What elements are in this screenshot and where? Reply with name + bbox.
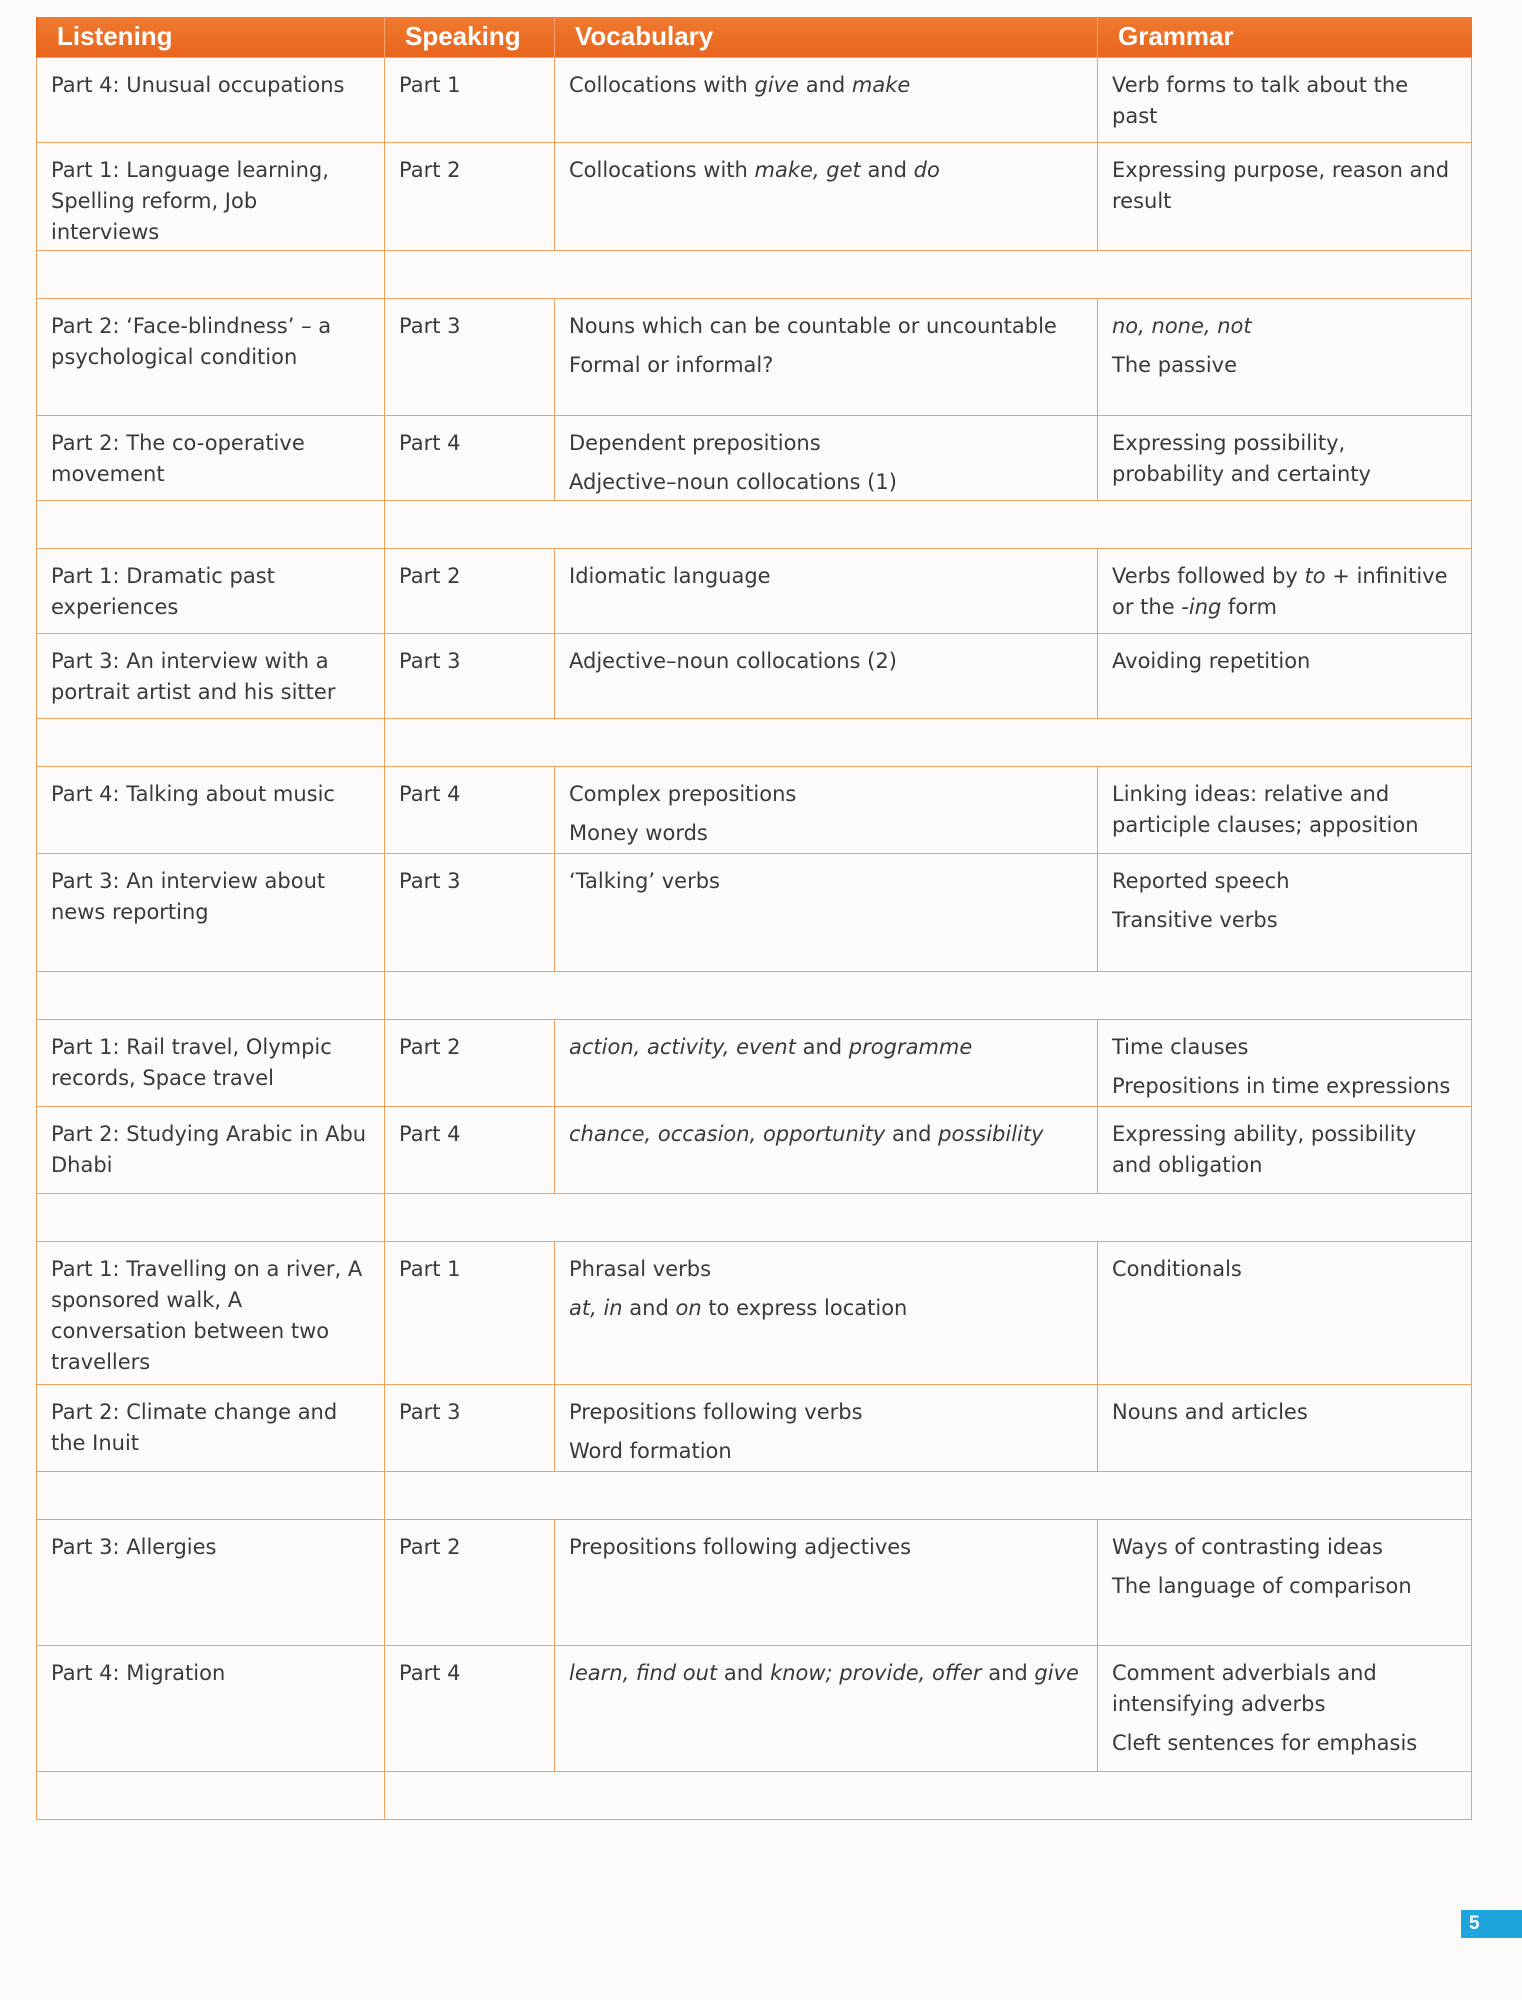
text-segment: and xyxy=(860,157,914,182)
vocabulary-line xyxy=(569,70,1083,101)
listening-text: Part 3: An interview with a portrait artist and his sitter xyxy=(51,648,336,704)
text-segment: Formal or informal? xyxy=(569,352,774,377)
table-row xyxy=(37,415,1472,500)
contents-body xyxy=(37,57,1472,1819)
grammar-line xyxy=(1112,1397,1457,1428)
italic-term: -ing xyxy=(1181,594,1222,619)
vocabulary-line xyxy=(569,155,1083,186)
grammar-cell xyxy=(1098,1384,1472,1471)
vocabulary-cell xyxy=(555,1384,1098,1471)
listening-cell xyxy=(37,298,385,415)
text-segment: Time clauses xyxy=(1112,1034,1249,1059)
spacer-cell xyxy=(385,500,1472,548)
italic-term: at, in xyxy=(569,1295,623,1320)
italic-term: to xyxy=(1304,563,1326,588)
vocabulary-line xyxy=(569,1254,1083,1285)
listening-cell xyxy=(37,1519,385,1645)
speaking-text: Part 3 xyxy=(399,868,461,893)
vocabulary-line xyxy=(569,1436,1083,1467)
vocabulary-line xyxy=(569,779,1083,810)
speaking-cell xyxy=(385,298,555,415)
grammar-cell xyxy=(1098,57,1472,142)
listening-text: Part 1: Rail travel, Olympic records, Space travel xyxy=(51,1034,332,1090)
text-segment: ‘Talking’ verbs xyxy=(569,868,720,893)
vocabulary-line xyxy=(569,866,1083,897)
vocabulary-line xyxy=(569,818,1083,849)
vocabulary-line xyxy=(569,1119,1083,1150)
listening-text: Part 4: Unusual occupations xyxy=(51,72,345,97)
text-segment: Verb forms to talk about the past xyxy=(1112,72,1409,128)
listening-cell xyxy=(37,1106,385,1193)
listening-cell xyxy=(37,1241,385,1384)
table-row xyxy=(37,853,1472,971)
spacer-cell xyxy=(385,971,1472,1019)
listening-text: Part 1: Dramatic past experiences xyxy=(51,563,275,619)
speaking-cell xyxy=(385,57,555,142)
speaking-text: Part 1 xyxy=(399,72,461,97)
text-segment: and xyxy=(799,72,852,97)
table-row xyxy=(37,1645,1472,1771)
spacer-cell xyxy=(385,1471,1472,1519)
grammar-line xyxy=(1112,155,1457,217)
text-segment: and xyxy=(981,1660,1035,1685)
italic-term: action, activity, event xyxy=(569,1034,796,1059)
grammar-line xyxy=(1112,905,1457,936)
vocabulary-cell xyxy=(555,1645,1098,1771)
vocabulary-cell xyxy=(555,1019,1098,1106)
speaking-cell xyxy=(385,1645,555,1771)
listening-cell xyxy=(37,415,385,500)
grammar-line xyxy=(1112,1254,1457,1285)
text-segment: Reported speech xyxy=(1112,868,1290,893)
listening-cell xyxy=(37,1019,385,1106)
italic-term: no, none, not xyxy=(1112,313,1252,338)
vocabulary-cell xyxy=(555,548,1098,633)
vocabulary-cell xyxy=(555,57,1098,142)
grammar-line xyxy=(1112,1571,1457,1602)
grammar-cell xyxy=(1098,1019,1472,1106)
table-row xyxy=(37,142,1472,250)
header-vocabulary: Vocabulary xyxy=(555,17,1098,57)
listening-cell xyxy=(37,142,385,250)
listening-cell xyxy=(37,633,385,718)
text-segment: Expressing ability, possibility and obligation xyxy=(1112,1121,1417,1177)
text-segment: and xyxy=(717,1660,771,1685)
vocabulary-cell xyxy=(555,298,1098,415)
vocabulary-cell xyxy=(555,766,1098,853)
text-segment: Adjective–noun collocations (1) xyxy=(569,469,897,494)
spacer-row xyxy=(37,1193,1472,1241)
text-segment: Ways of contrasting ideas xyxy=(1112,1534,1383,1559)
vocabulary-line xyxy=(569,1032,1083,1063)
grammar-cell xyxy=(1098,1106,1472,1193)
text-segment: to express location xyxy=(701,1295,908,1320)
speaking-text: Part 2 xyxy=(399,1534,461,1559)
vocabulary-cell xyxy=(555,1106,1098,1193)
vocabulary-line xyxy=(569,646,1083,677)
listening-text: Part 3: An interview about news reporting xyxy=(51,868,326,924)
text-segment: Expressing possibility, probability and certainty xyxy=(1112,430,1371,486)
speaking-cell xyxy=(385,1106,555,1193)
text-segment: Linking ideas: relative and participle clauses; apposition xyxy=(1112,781,1419,837)
text-segment: Prepositions following adjectives xyxy=(569,1534,912,1559)
text-segment: Expressing purpose, reason and result xyxy=(1112,157,1450,213)
table-row xyxy=(37,57,1472,142)
table-row xyxy=(37,633,1472,718)
header-listening: Listening xyxy=(37,17,385,57)
text-segment: and xyxy=(795,1034,849,1059)
spacer-cell xyxy=(37,971,385,1019)
speaking-text: Part 4 xyxy=(399,1660,461,1685)
grammar-line xyxy=(1112,1071,1457,1102)
listening-cell xyxy=(37,1384,385,1471)
speaking-cell xyxy=(385,853,555,971)
spacer-cell xyxy=(37,250,385,298)
vocabulary-line xyxy=(569,350,1083,381)
italic-term: chance, occasion, opportunity xyxy=(569,1121,886,1146)
vocabulary-cell xyxy=(555,1519,1098,1645)
spacer-cell xyxy=(37,718,385,766)
listening-text: Part 2: Studying Arabic in Abu Dhabi xyxy=(51,1121,367,1177)
grammar-line xyxy=(1112,428,1457,490)
italic-term: make xyxy=(851,72,911,97)
grammar-line xyxy=(1112,350,1457,381)
speaking-text: Part 4 xyxy=(399,1121,461,1146)
text-segment: Adjective–noun collocations (2) xyxy=(569,648,897,673)
listening-text: Part 1: Travelling on a river, A sponsored walk, A conversation between two travellers xyxy=(51,1256,363,1374)
spacer-cell xyxy=(37,1771,385,1819)
vocabulary-line xyxy=(569,428,1083,459)
speaking-cell xyxy=(385,142,555,250)
spacer-row xyxy=(37,971,1472,1019)
grammar-line xyxy=(1112,646,1457,677)
grammar-cell xyxy=(1098,415,1472,500)
grammar-cell xyxy=(1098,548,1472,633)
listening-cell xyxy=(37,766,385,853)
italic-term: possibility xyxy=(938,1121,1044,1146)
header-row xyxy=(37,17,1472,57)
grammar-cell xyxy=(1098,142,1472,250)
spacer-row xyxy=(37,1471,1472,1519)
table-row xyxy=(37,1384,1472,1471)
grammar-line xyxy=(1112,70,1457,132)
spacer-row xyxy=(37,718,1472,766)
spacer-row xyxy=(37,500,1472,548)
grammar-line xyxy=(1112,1532,1457,1563)
vocabulary-cell xyxy=(555,142,1098,250)
speaking-text: Part 2 xyxy=(399,563,461,588)
vocabulary-line xyxy=(569,561,1083,592)
text-segment: Complex prepositions xyxy=(569,781,797,806)
listening-text: Part 2: Climate change and the Inuit xyxy=(51,1399,338,1455)
speaking-text: Part 3 xyxy=(399,313,461,338)
speaking-text: Part 2 xyxy=(399,157,461,182)
italic-term: learn, find out xyxy=(569,1660,718,1685)
vocabulary-line xyxy=(569,1532,1083,1563)
vocabulary-line xyxy=(569,1293,1083,1324)
text-segment: Nouns and articles xyxy=(1112,1399,1308,1424)
text-segment: Cleft sentences for emphasis xyxy=(1112,1730,1418,1755)
listening-cell xyxy=(37,853,385,971)
table-row xyxy=(37,298,1472,415)
table-row xyxy=(37,1019,1472,1106)
grammar-line xyxy=(1112,1119,1457,1181)
vocabulary-cell xyxy=(555,1241,1098,1384)
listening-text: Part 4: Talking about music xyxy=(51,781,335,806)
spacer-cell xyxy=(385,718,1472,766)
speaking-cell xyxy=(385,1519,555,1645)
listening-text: Part 4: Migration xyxy=(51,1660,226,1685)
table-row xyxy=(37,548,1472,633)
speaking-text: Part 4 xyxy=(399,430,461,455)
text-segment: form xyxy=(1221,594,1277,619)
vocabulary-line xyxy=(569,1658,1083,1689)
listening-cell xyxy=(37,548,385,633)
spacer-cell xyxy=(385,250,1472,298)
text-segment: Prepositions following verbs xyxy=(569,1399,863,1424)
listening-text: Part 2: ‘Face-blindness’ – a psychological condition xyxy=(51,313,332,369)
table-row xyxy=(37,766,1472,853)
italic-term: know; provide, offer xyxy=(770,1660,982,1685)
text-segment: The language of comparison xyxy=(1112,1573,1412,1598)
spacer-cell xyxy=(37,1471,385,1519)
text-segment: Dependent prepositions xyxy=(569,430,821,455)
grammar-line xyxy=(1112,1032,1457,1063)
vocabulary-cell xyxy=(555,415,1098,500)
speaking-text: Part 3 xyxy=(399,648,461,673)
table-row xyxy=(37,1106,1472,1193)
speaking-cell xyxy=(385,766,555,853)
text-segment: Avoiding repetition xyxy=(1112,648,1311,673)
text-segment: Prepositions in time expressions xyxy=(1112,1073,1451,1098)
grammar-cell xyxy=(1098,1241,1472,1384)
speaking-cell xyxy=(385,633,555,718)
grammar-line xyxy=(1112,1658,1457,1720)
vocabulary-cell xyxy=(555,853,1098,971)
speaking-text: Part 2 xyxy=(399,1034,461,1059)
text-segment: Collocations with xyxy=(569,72,755,97)
vocabulary-line xyxy=(569,311,1083,342)
text-segment: and xyxy=(885,1121,939,1146)
grammar-line xyxy=(1112,779,1457,841)
text-segment: Conditionals xyxy=(1112,1256,1242,1281)
listening-cell xyxy=(37,57,385,142)
spacer-cell xyxy=(37,1193,385,1241)
spacer-cell xyxy=(385,1771,1472,1819)
speaking-text: Part 3 xyxy=(399,1399,461,1424)
italic-term: give xyxy=(1034,1660,1079,1685)
text-segment: Verbs followed by xyxy=(1112,563,1305,588)
italic-term: on xyxy=(675,1295,702,1320)
spacer-cell xyxy=(37,500,385,548)
speaking-cell xyxy=(385,1019,555,1106)
speaking-cell xyxy=(385,1241,555,1384)
listening-cell xyxy=(37,1645,385,1771)
text-segment: Nouns which can be countable or uncountable xyxy=(569,313,1057,338)
italic-term: do xyxy=(913,157,940,182)
grammar-cell xyxy=(1098,298,1472,415)
speaking-cell xyxy=(385,548,555,633)
grammar-line xyxy=(1112,866,1457,897)
grammar-cell xyxy=(1098,633,1472,718)
page-number: 5 xyxy=(1461,1910,1522,1938)
speaking-cell xyxy=(385,1384,555,1471)
header-grammar: Grammar xyxy=(1098,17,1472,57)
contents-table xyxy=(36,17,1472,1820)
listening-text: Part 3: Allergies xyxy=(51,1534,217,1559)
grammar-cell xyxy=(1098,766,1472,853)
text-segment: and xyxy=(622,1295,676,1320)
text-segment: Comment adverbials and intensifying adverbs xyxy=(1112,1660,1377,1716)
header-speaking: Speaking xyxy=(385,17,555,57)
italic-term: give xyxy=(754,72,800,97)
italic-term: programme xyxy=(848,1034,973,1059)
speaking-text: Part 1 xyxy=(399,1256,461,1281)
italic-term: make, get xyxy=(754,157,861,182)
grammar-line xyxy=(1112,1728,1457,1759)
vocabulary-cell xyxy=(555,633,1098,718)
text-segment: Phrasal verbs xyxy=(569,1256,712,1281)
listening-text: Part 2: The co-operative movement xyxy=(51,430,305,486)
speaking-cell xyxy=(385,415,555,500)
text-segment: The passive xyxy=(1112,352,1237,377)
vocabulary-line xyxy=(569,467,1083,498)
vocabulary-line xyxy=(569,1397,1083,1428)
grammar-line xyxy=(1112,561,1457,623)
text-segment: + infinitive or the xyxy=(1112,563,1448,619)
spacer-row xyxy=(37,250,1472,298)
text-segment: Money words xyxy=(569,820,708,845)
text-segment: Transitive verbs xyxy=(1112,907,1278,932)
text-segment: Idiomatic language xyxy=(569,563,771,588)
listening-text: Part 1: Language learning, Spelling reform, Job interviews xyxy=(51,157,329,244)
text-segment: Collocations with xyxy=(569,157,755,182)
grammar-cell xyxy=(1098,853,1472,971)
text-segment: Word formation xyxy=(569,1438,732,1463)
table-row xyxy=(37,1241,1472,1384)
spacer-row xyxy=(37,1771,1472,1819)
speaking-text: Part 4 xyxy=(399,781,461,806)
grammar-line xyxy=(1112,311,1457,342)
table-row xyxy=(37,1519,1472,1645)
grammar-cell xyxy=(1098,1519,1472,1645)
spacer-cell xyxy=(385,1193,1472,1241)
grammar-cell xyxy=(1098,1645,1472,1771)
